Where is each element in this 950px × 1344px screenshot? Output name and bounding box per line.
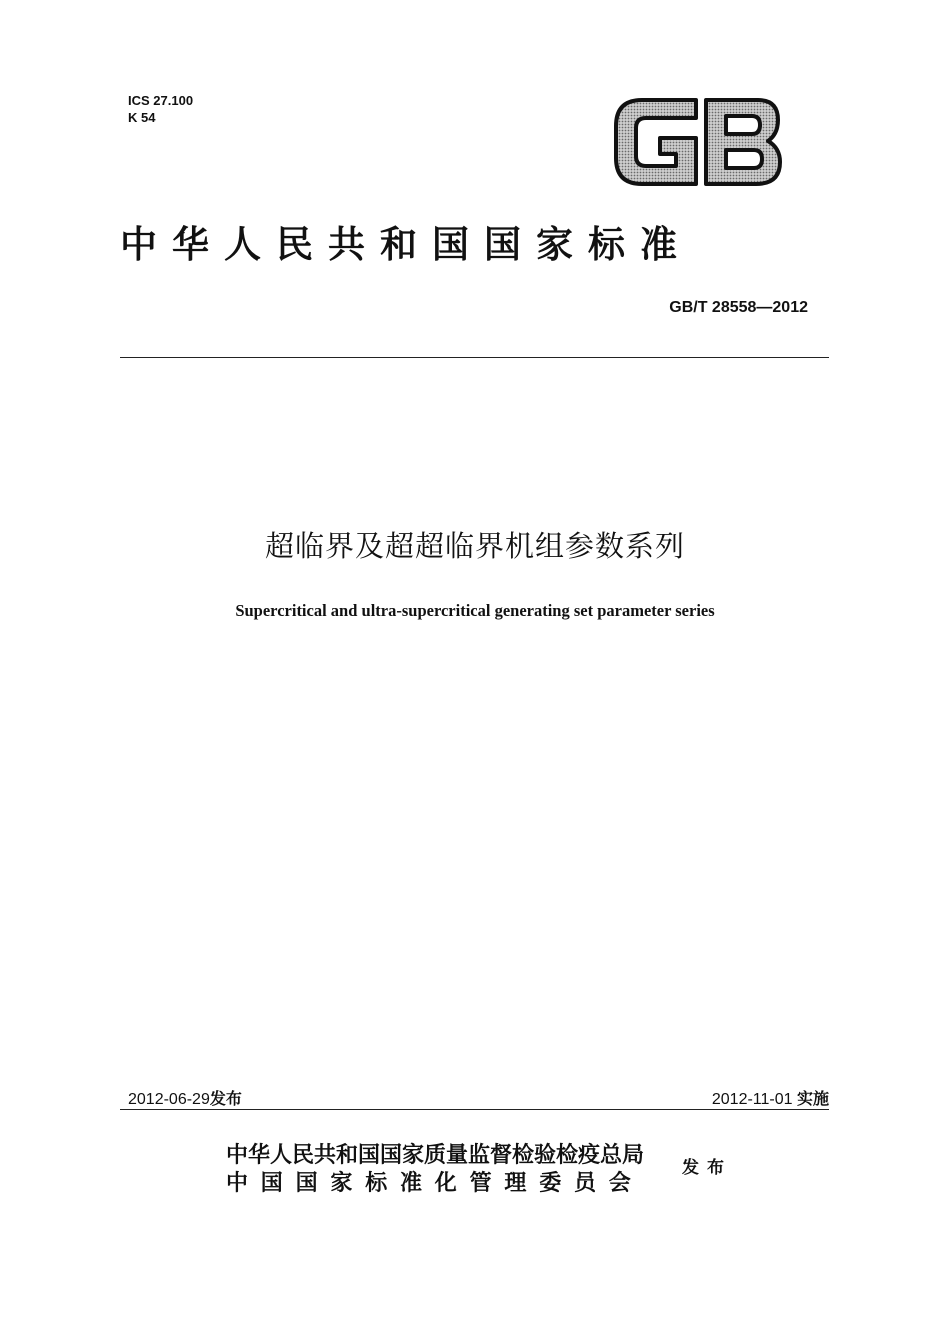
issue-date-line: [128, 1086, 242, 1109]
country-standard-title: 中华人民共和国国家标准: [120, 222, 692, 266]
classification-codes: [128, 92, 193, 126]
issue-label: 发布: [209, 1089, 242, 1108]
ccs-code: K 54: [128, 110, 156, 125]
issuer-aqsiq: 中华人民共和国国家质量监督检验检疫总局: [226, 1142, 645, 1168]
gb-logo: [612, 96, 784, 188]
title-chinese: 超临界及超超临界机组参数系列: [264, 529, 685, 563]
implementation-date: 2012-11-01: [711, 1091, 793, 1108]
issuer-sac: 中国国家标准化管理委员会: [226, 1170, 644, 1196]
implementation-label: 实施: [796, 1089, 829, 1108]
publish-label: 发布: [682, 1158, 732, 1178]
header-divider: [120, 357, 829, 358]
ics-code: ICS 27.100: [128, 93, 194, 108]
standard-number: GB/T 28558—2012: [669, 299, 808, 316]
footer-divider: [120, 1109, 829, 1110]
title-english: Supercritical and ultra-supercritical generating set parameter series: [235, 601, 715, 620]
issue-date: 2012-06-29: [128, 1091, 210, 1108]
implementation-date-line: [712, 1086, 829, 1109]
